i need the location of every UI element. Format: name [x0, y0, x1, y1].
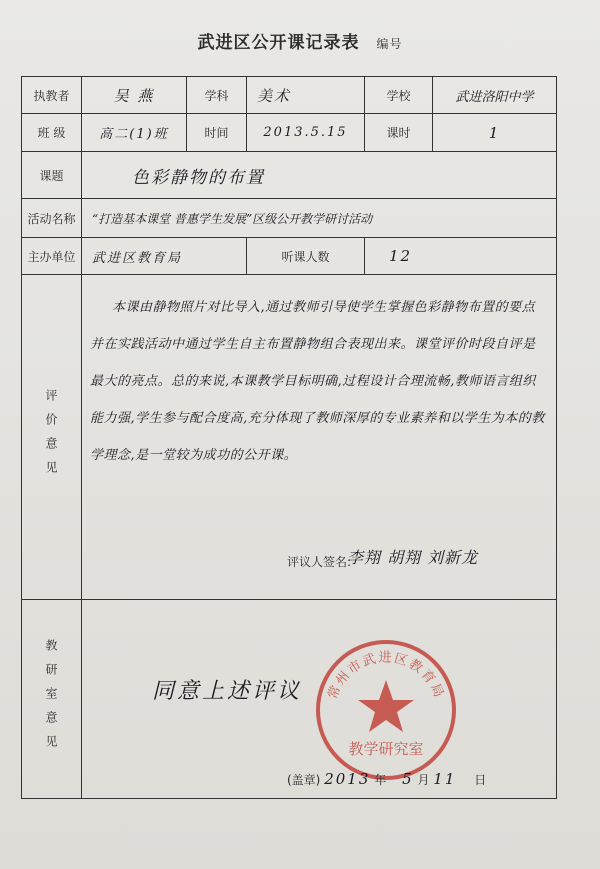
stamp-month: 5 [402, 770, 414, 788]
organizer-label: 主办单位 [22, 238, 82, 275]
period-value: 1 [433, 114, 557, 152]
stamp-day: 11 [433, 770, 457, 788]
research-opinion: 同意上述评议 [152, 679, 303, 704]
form-title-row [0, 28, 600, 53]
attendees-value: 12 [365, 238, 557, 275]
time-label: 时间 [187, 114, 247, 152]
svg-text:教学研究室: 教学研究室 [348, 740, 424, 758]
stamp-date [287, 770, 486, 788]
research-office-label: 教研室意见 [44, 639, 58, 759]
stamp-year: 2013 [324, 770, 371, 788]
time-value: 2013.5.15 [247, 114, 365, 152]
evaluation-cell [82, 275, 557, 600]
month-label: 月 [417, 773, 430, 787]
stamp-label: (盖章) [287, 773, 321, 787]
topic-value: 色彩静物的布置 [82, 152, 557, 199]
evaluation-text: 本课由静物照片对比导入,通过教师引导使学生掌握色彩静物布置的要点并在实践活动中通过学生自主布置静物组合表现出来。课堂评价时段自评是最大的亮点。总的来说,本课教学目标明确,过程设计合理流畅,教师语言组织能力强,学生参与配合度高,充分体现了教师深厚的专业素养和以学生为本的教学理念,是一堂较为成功的公开课。 [90, 300, 545, 463]
research-office-label-cell [22, 600, 82, 799]
organizer-value: 武进区教育局 [82, 238, 247, 275]
period-label: 课时 [365, 114, 433, 152]
official-seal-icon [312, 636, 460, 784]
number-label: 编号 [376, 37, 403, 51]
record-form-table [21, 76, 557, 799]
subject-value: 美术 [247, 77, 365, 114]
day-label: 日 [474, 773, 487, 787]
year-label: 年 [374, 773, 387, 787]
evaluator-label: 评议人签名: [287, 555, 352, 569]
research-office-cell [82, 600, 557, 799]
svg-text:常州市武进区教育局: 常州市武进区教育局 [325, 650, 447, 702]
school-value: 武进洛阳中学 [433, 77, 557, 114]
teacher-value: 吴 燕 [82, 77, 187, 114]
topic-label: 课题 [22, 152, 82, 199]
evaluation-label: 评价意见 [44, 389, 58, 485]
subject-label: 学科 [187, 77, 247, 114]
evaluation-label-cell [22, 275, 82, 600]
teacher-label: 执教者 [22, 77, 82, 114]
activity-label: 活动名称 [22, 199, 82, 238]
form-title: 武进区公开课记录表 [197, 33, 360, 53]
activity-value: “打造基本课堂 普惠学生发展”区级公开教学研讨活动 [82, 199, 557, 238]
attendees-label: 听课人数 [247, 238, 365, 275]
school-label: 学校 [365, 77, 433, 114]
evaluator-signature: 李翔 胡翔 刘新龙 [347, 548, 479, 567]
class-value: 高二(1)班 [82, 114, 187, 152]
class-label: 班 级 [22, 114, 82, 152]
